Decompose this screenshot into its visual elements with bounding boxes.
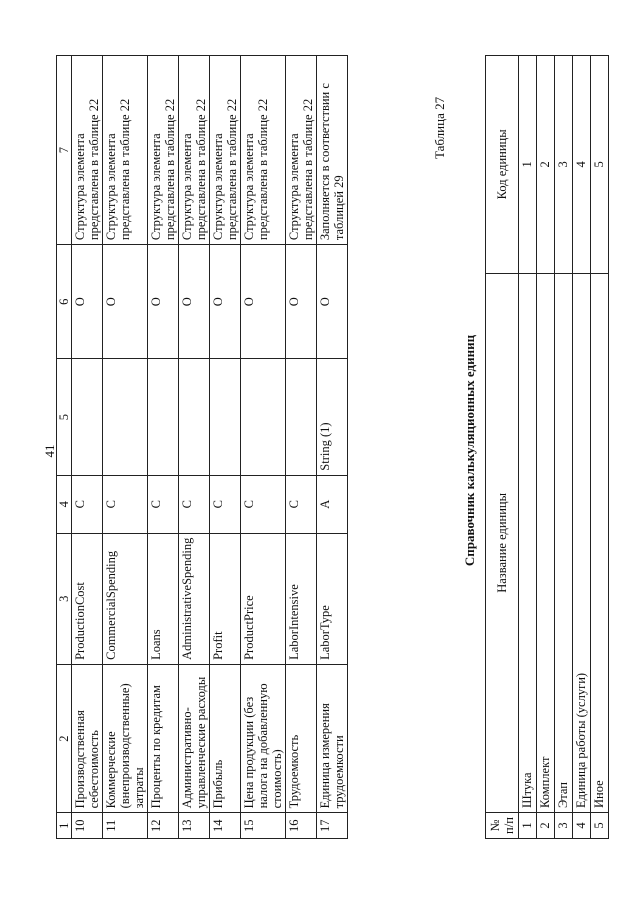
header-row: [486, 56, 519, 839]
table-cell: Проценты по кредитам: [148, 664, 179, 813]
table-cell: C: [241, 475, 286, 533]
table-row: [555, 56, 573, 839]
reference-table: [485, 55, 609, 839]
table-cell: C: [210, 475, 241, 533]
table-cell: C: [103, 475, 148, 533]
table-cell: Производственная себестоимость: [72, 664, 103, 813]
table-cell: O: [179, 245, 210, 359]
table-cell: O: [148, 245, 179, 359]
table-cell: CommercialSpending: [103, 533, 148, 664]
column-number: 1: [57, 813, 72, 839]
table-cell: Структура элемента представлена в таблице 22: [241, 56, 286, 245]
table-cell: [72, 359, 103, 475]
table-caption: Таблица 27: [432, 96, 447, 159]
reference-table-title: Справочник калькуляционных единиц: [462, 334, 477, 567]
column-header: Код единицы: [486, 56, 519, 274]
table-row: [210, 56, 241, 839]
table-cell: 2: [537, 56, 555, 274]
table-row: [519, 56, 537, 839]
table-cell: 13: [179, 813, 210, 839]
table-cell: O: [103, 245, 148, 359]
table-cell: O: [241, 245, 286, 359]
table-row: [591, 56, 609, 839]
table-row: [537, 56, 555, 839]
table-cell: 17: [317, 813, 348, 839]
table-cell: Loans: [148, 533, 179, 664]
table-cell: [179, 359, 210, 475]
table-row: [179, 56, 210, 839]
table-cell: Иное: [591, 273, 609, 812]
table-cell: 5: [591, 813, 609, 839]
table-cell: A: [317, 475, 348, 533]
table-cell: 10: [72, 813, 103, 839]
column-number: 7: [57, 56, 72, 245]
table-cell: Структура элемента представлена в таблице 22: [179, 56, 210, 245]
table-cell: 12: [148, 813, 179, 839]
table-cell: 5: [591, 56, 609, 274]
table-cell: C: [72, 475, 103, 533]
table-cell: Трудоемкость: [286, 664, 317, 813]
table-cell: 1: [519, 813, 537, 839]
column-number: 3: [57, 533, 72, 664]
table-cell: String (1): [317, 359, 348, 475]
table-cell: O: [317, 245, 348, 359]
column-number: 2: [57, 664, 72, 813]
table-row: [573, 56, 591, 839]
table-cell: Штука: [519, 273, 537, 812]
table-cell: C: [286, 475, 317, 533]
table-cell: O: [72, 245, 103, 359]
table-cell: Единица работы (услуги): [573, 273, 591, 812]
table-cell: Структура элемента представлена в таблице 22: [103, 56, 148, 245]
table-row: [241, 56, 286, 839]
table-cell: [148, 359, 179, 475]
column-header: Название единицы: [486, 273, 519, 812]
table-cell: Административно-управленческие расходы: [179, 664, 210, 813]
table-cell: 11: [103, 813, 148, 839]
table-cell: 3: [555, 813, 573, 839]
table-cell: 16: [286, 813, 317, 839]
table-cell: Структура элемента представлена в таблице 22: [210, 56, 241, 245]
main-table: [56, 55, 348, 839]
table-row: [72, 56, 103, 839]
table-cell: ProductionCost: [72, 533, 103, 664]
table-cell: Единица измерения трудоемкости: [317, 664, 348, 813]
table-cell: LaborType: [317, 533, 348, 664]
table-cell: O: [210, 245, 241, 359]
table-cell: 15: [241, 813, 286, 839]
table-cell: LaborIntensive: [286, 533, 317, 664]
table-row: [317, 56, 348, 839]
table-cell: Комплект: [537, 273, 555, 812]
table-row: [148, 56, 179, 839]
table-cell: 3: [555, 56, 573, 274]
table-cell: 14: [210, 813, 241, 839]
column-number: 6: [57, 245, 72, 359]
table-cell: Profit: [210, 533, 241, 664]
table-cell: [210, 359, 241, 475]
column-number: 4: [57, 475, 72, 533]
table-cell: [103, 359, 148, 475]
table-cell: C: [148, 475, 179, 533]
table-cell: Коммерческие (внепроизводственные) затраты: [103, 664, 148, 813]
column-number: 5: [57, 359, 72, 475]
table-cell: Заполняется в соответствии с таблицей 29: [317, 56, 348, 245]
table-cell: Этап: [555, 273, 573, 812]
table-cell: AdministrativeSpending: [179, 533, 210, 664]
table-cell: Структура элемента представлена в таблице 22: [148, 56, 179, 245]
table-cell: 4: [573, 56, 591, 274]
table-row: [103, 56, 148, 839]
header-row: [57, 56, 72, 839]
table-cell: Прибыль: [210, 664, 241, 813]
table-cell: [241, 359, 286, 475]
column-header: № п/п: [486, 813, 519, 839]
table-cell: Структура элемента представлена в таблице 22: [286, 56, 317, 245]
table-cell: [286, 359, 317, 475]
table-cell: Структура элемента представлена в таблице 22: [72, 56, 103, 245]
table-row: [286, 56, 317, 839]
table-cell: C: [179, 475, 210, 533]
table-cell: 1: [519, 56, 537, 274]
page-number: 41: [42, 444, 57, 458]
table-cell: Цена продукции (без налога на добавленную стоимость): [241, 664, 286, 813]
table-cell: O: [286, 245, 317, 359]
table-cell: 4: [573, 813, 591, 839]
table-cell: 2: [537, 813, 555, 839]
table-cell: ProductPrice: [241, 533, 286, 664]
